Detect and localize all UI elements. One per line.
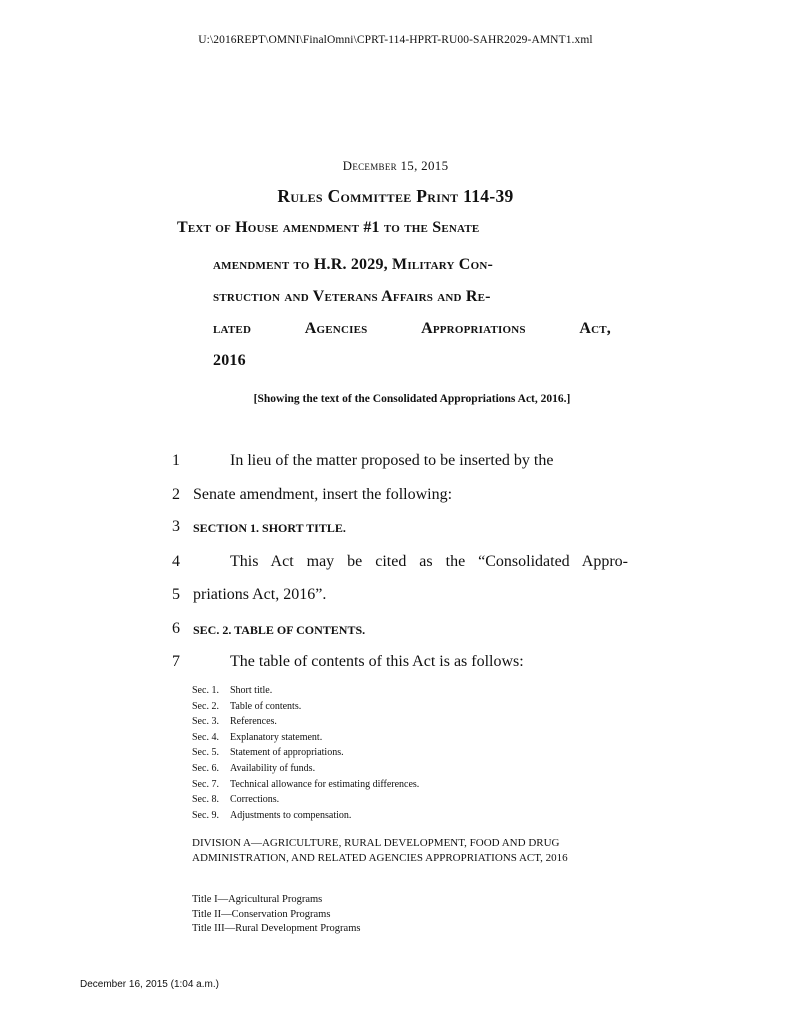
table-of-contents: [192, 683, 419, 823]
section-heading: SECTION 1. SHORT TITLE.: [193, 521, 346, 535]
body-line: priations Act, 2016”.: [193, 586, 327, 603]
print-title: Rules Committee Print 114-39: [277, 186, 514, 206]
title-line-2: amendment to H.R. 2029, Military Con-: [213, 256, 493, 273]
division-titles: [192, 893, 360, 937]
body-line: Senate amendment, insert the following:: [193, 486, 453, 503]
body-line: This Act may be cited as the “Consolidated Appro-: [230, 553, 628, 570]
toc-entry: Sec. 4. Explanatory statement.: [192, 731, 323, 743]
line-number: 7: [172, 653, 180, 670]
body-line: The table of contents of this Act is as follows:: [230, 653, 524, 670]
title-line-1: Text of House amendment #1 to the Senate: [177, 219, 480, 236]
toc-entry: Sec. 1. Short title.: [192, 685, 273, 696]
title-line-5: 2016: [213, 352, 246, 369]
footer-timestamp: December 16, 2015 (1:04 a.m.): [80, 979, 219, 990]
file-path-header: U:\2016REPT\OMNI\FinalOmni\CPRT-114-HPRT-RU00-SAHR2029-AMNT1.xml: [198, 34, 593, 46]
title-entry: Title II—Conservation Programs: [192, 908, 331, 920]
toc-entry: Sec. 3. References.: [192, 716, 277, 728]
showing-note: [Showing the text of the Consolidated Appropriations Act, 2016.]: [253, 393, 571, 405]
body-line: In lieu of the matter proposed to be inserted by the: [230, 452, 554, 469]
line-number: 6: [172, 620, 180, 637]
title-entry: Title III—Rural Development Programs: [192, 923, 361, 934]
toc-entry: Sec. 8. Corrections.: [192, 794, 280, 806]
section-heading: SEC. 2. TABLE OF CONTENTS.: [193, 623, 366, 637]
line-number: 4: [172, 553, 180, 570]
division-a-heading: DIVISION A—AGRICULTURE, RURAL DEVELOPMENT, FOOD AND DRUG ADMINISTRATION, AND RELATED AGENCIES APPROPRIATIONS ACT, 2016: [192, 837, 568, 864]
title-line-3: struction and Veterans Affairs and Re-: [213, 288, 491, 305]
toc-entry: Sec. 9. Adjustments to compensation.: [192, 809, 352, 821]
title-line-4: lated Agencies Appropriations Act,: [213, 320, 611, 337]
toc-entry: Sec. 7. Technical allowance for estimating differences.: [192, 778, 420, 790]
title-entry: Title I—Agricultural Programs: [192, 894, 323, 905]
toc-entry: Sec. 5. Statement of appropriations.: [192, 747, 344, 759]
toc-entry: Sec. 6. Availability of funds.: [192, 762, 316, 774]
document-date: December 15, 2015: [342, 158, 449, 173]
line-number: 5: [172, 586, 180, 603]
line-number: 3: [172, 518, 180, 535]
toc-entry: Sec. 2. Table of contents.: [192, 700, 302, 712]
line-number: 2: [172, 486, 180, 503]
line-number: 1: [172, 452, 180, 469]
